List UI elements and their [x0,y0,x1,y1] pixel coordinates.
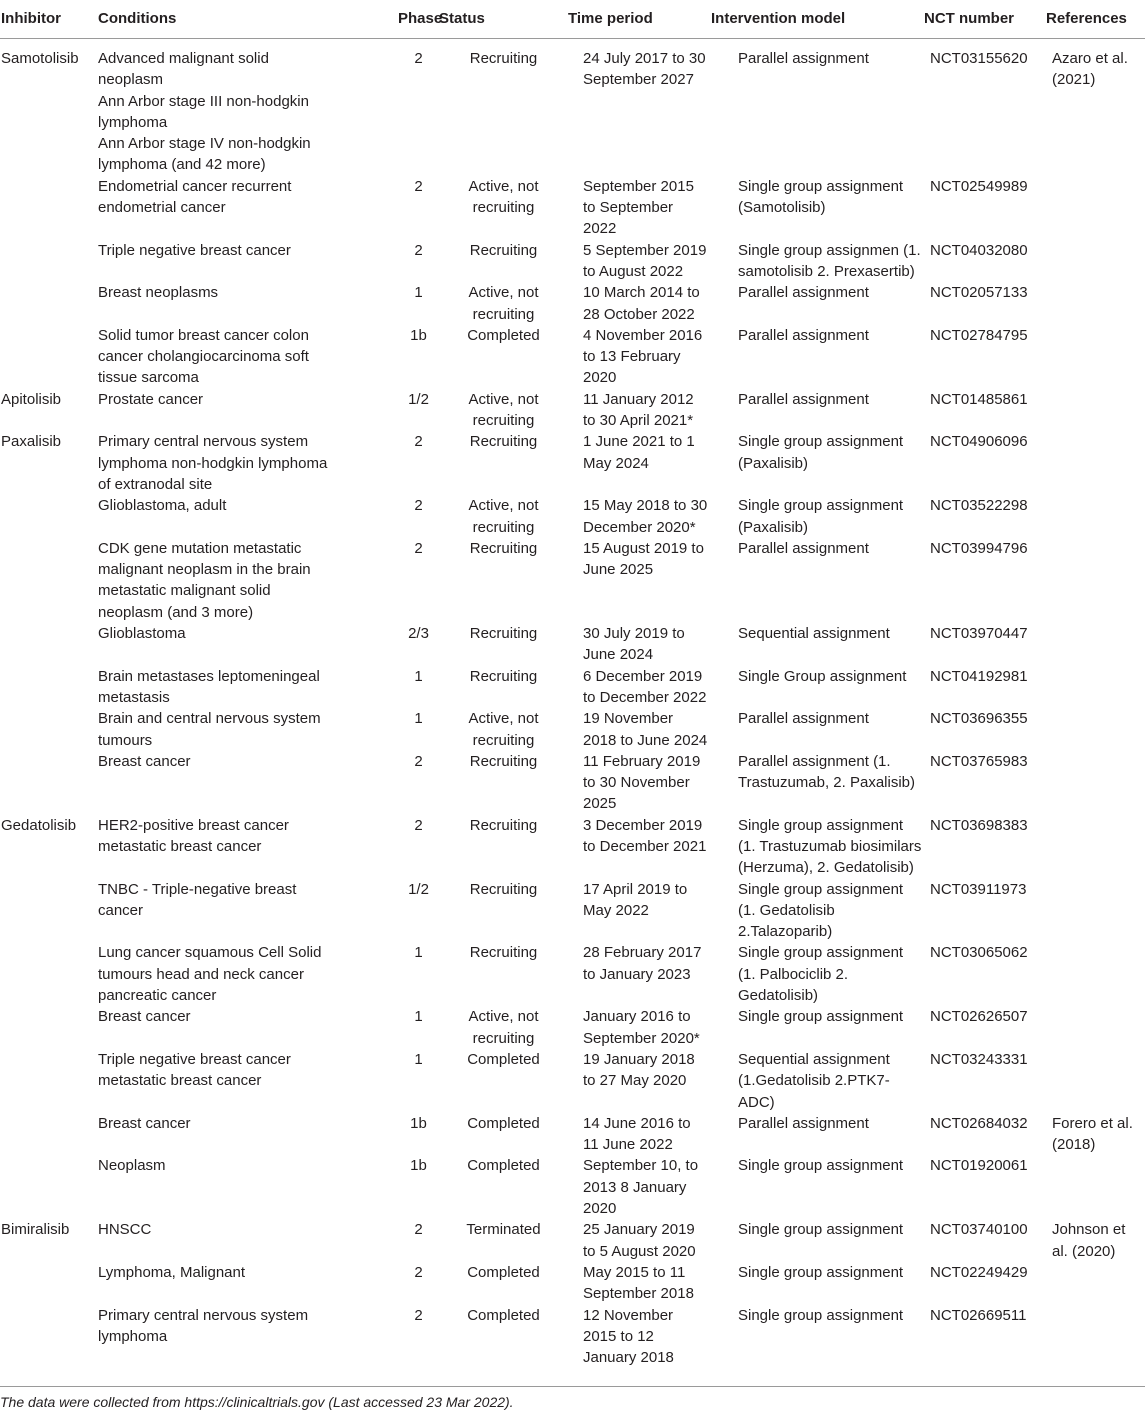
cell-inhibitor [0,623,98,666]
cell-time-period: 5 September 2019 to August 2022 [583,241,707,280]
cell-references [1046,1305,1145,1369]
cell-references [1046,431,1145,495]
cell-conditions: Breast cancer [98,1008,191,1026]
cell-inhibitor [0,538,98,623]
table-row [0,176,1145,240]
cell-inhibitor [0,1262,98,1305]
cell-phase: 2/3 [408,625,429,643]
cell-status: Active, not recruiting [468,390,539,430]
cell-nct-number: NCT04032080 [930,241,1028,259]
cell-status: Recruiting [469,241,538,259]
cell-inhibitor [0,325,98,389]
cell-phase: 1 [414,284,423,302]
cell-status: Active, not recruiting [468,497,539,536]
cell-references [1046,495,1145,538]
cell-intervention-model: Parallel assignment [738,1114,869,1132]
table-row [0,751,1145,815]
cell-intervention-model: Single group assignment [738,1008,904,1026]
table-row [0,1006,1145,1049]
header-intervention-model: Intervention model [711,0,924,39]
cell-time-period: 28 February 2017 to January 2023 [583,944,702,983]
cell-intervention-model: Single group assignmen (1. samotolisib 2. Prexasertib) [738,241,921,280]
table-row [0,39,1145,176]
cell-time-period: 11 February 2019 to 30 November 2025 [583,752,701,813]
cell-time-period: 25 January 2019 to 5 August 2020 [583,1221,696,1260]
cell-inhibitor [0,282,98,325]
cell-references [1046,389,1145,432]
cell-phase: 2 [414,241,423,259]
cell-status: Active, not recruiting [468,710,539,749]
cell-status: Completed [467,326,540,344]
cell-conditions: Lymphoma, Malignant [98,1263,246,1281]
table-body [0,39,1145,1369]
header-references: References [1046,0,1145,39]
cell-nct-number: NCT03243331 [930,1050,1028,1068]
cell-status: Completed [467,1157,540,1175]
table-row [0,389,1145,432]
cell-intervention-model: Single group assignment [738,1306,904,1324]
cell-conditions: Primary central nervous system lymphoma [98,1306,309,1345]
table-footnote: The data were collected from https://clinicaltrials.gov (Last accessed 23 Mar 2022). [0,1394,514,1410]
table-row [0,538,1145,623]
cell-inhibitor [0,751,98,815]
cell-nct-number: NCT02249429 [930,1263,1028,1281]
cell-status: Recruiting [469,944,538,962]
cell-references [1046,282,1145,325]
cell-inhibitor: Paxalisib [1,433,62,451]
header-time-period: Time period [568,0,711,39]
cell-phase: 1 [414,1050,423,1068]
cell-references [1046,240,1145,283]
cell-status: Recruiting [469,667,538,685]
table-row [0,1219,1145,1262]
header-nct-number: NCT number [924,0,1046,39]
cell-nct-number: NCT02057133 [930,284,1028,302]
cell-time-period: 6 December 2019 to December 2022 [583,667,707,706]
table-bottom-rule [0,1386,1145,1387]
cell-intervention-model: Single group assignment [738,1157,904,1175]
cell-references: Johnson et al. (2020) [1052,1221,1126,1260]
cell-references [1046,942,1145,1006]
cell-status: Active, not recruiting [468,284,539,323]
cell-conditions: Glioblastoma [98,625,186,643]
table-row [0,325,1145,389]
cell-phase: 1b [410,1114,427,1132]
cell-nct-number: NCT03994796 [930,539,1028,557]
cell-time-period: 30 July 2019 to June 2024 [583,625,685,664]
table-row [0,495,1145,538]
cell-references [1046,1049,1145,1113]
cell-status: Recruiting [469,816,538,834]
table-row [0,815,1145,879]
cell-nct-number: NCT03155620 [930,50,1028,67]
cell-phase: 2 [414,752,423,770]
cell-phase: 2 [414,177,423,195]
table-row [0,240,1145,283]
cell-intervention-model: Parallel assignment [738,284,869,302]
table-row [0,1262,1145,1305]
cell-phase: 2 [414,1263,423,1281]
cell-time-period: September 2015 to September 2022 [583,177,694,238]
cell-status: Terminated [466,1221,541,1239]
cell-intervention-model: Sequential assignment (1.Gedatolisib 2.PTK7-ADC) [738,1050,890,1111]
cell-inhibitor [0,1049,98,1113]
cell-conditions: Prostate cancer [98,390,204,408]
cell-time-period: 24 July 2017 to 30 September 2027 [583,50,706,89]
cell-intervention-model: Parallel assignment [738,710,869,728]
cell-inhibitor [0,666,98,709]
cell-inhibitor [0,1113,98,1156]
cell-phase: 1 [414,710,423,728]
cell-conditions: CDK gene mutation metastatic malignant neoplasm in the brain metastatic malignant solid neoplasm (and 3 more) [98,539,311,621]
table-row [0,666,1145,709]
cell-references: Azaro et al. (2021) [1052,50,1128,89]
cell-status: Active, not recruiting [468,177,539,217]
cell-conditions: Glioblastoma, adult [98,497,227,515]
cell-references [1046,538,1145,623]
cell-status: Recruiting [469,752,538,770]
cell-references [1046,879,1145,943]
cell-intervention-model: Single group assignment (1. Trastuzumab biosimilars (Herzuma), 2. Gedatolisib) [738,816,922,877]
cell-inhibitor [0,1006,98,1049]
cell-inhibitor: Bimiralisib [1,1221,70,1239]
cell-time-period: September 10, to 2013 8 January 2020 [583,1157,699,1218]
cell-status: Completed [467,1306,540,1324]
cell-nct-number: NCT03065062 [930,944,1028,962]
cell-inhibitor: Gedatolisib [1,816,77,834]
table-row [0,1113,1145,1156]
cell-references [1046,1155,1145,1219]
cell-conditions: Lung cancer squamous Cell Solid tumours head and neck cancer pancreatic cancer [98,944,322,1005]
header-phase: Phase [398,0,439,39]
cell-intervention-model: Single group assignment (Samotolisib) [738,177,904,217]
table-row [0,1155,1145,1219]
cell-references [1046,666,1145,709]
cell-conditions: Brain and central nervous system tumours [98,710,321,749]
cell-time-period: 10 March 2014 to 28 October 2022 [583,284,700,323]
cell-time-period: 11 January 2012 to 30 April 2021* [583,390,694,430]
cell-status: Recruiting [469,539,538,557]
cell-intervention-model: Single Group assignment [738,667,907,685]
cell-phase: 2 [414,50,423,67]
cell-time-period: 4 November 2016 to 13 February 2020 [583,326,703,387]
cell-inhibitor [0,1305,98,1369]
cell-phase: 2 [414,1221,423,1239]
cell-time-period: 15 May 2018 to 30 December 2020* [583,497,708,536]
cell-phase: 1/2 [408,880,429,898]
cell-status: Recruiting [469,50,538,67]
cell-status: Recruiting [469,880,538,898]
cell-references [1046,751,1145,815]
cell-intervention-model: Single group assignment (1. Palbociclib 2. Gedatolisib) [738,944,904,1005]
header-row [0,0,1145,39]
cell-time-period: 19 January 2018 to 27 May 2020 [583,1050,695,1090]
table-row [0,1305,1145,1369]
cell-inhibitor [0,942,98,1006]
cell-phase: 1/2 [408,390,429,408]
cell-time-period: 1 June 2021 to 1 May 2024 [583,433,695,472]
cell-intervention-model: Parallel assignment [738,390,869,408]
header-status: Status [439,0,568,39]
cell-status: Completed [467,1263,540,1281]
cell-time-period: January 2016 to September 2020* [583,1008,700,1047]
cell-inhibitor: Apitolisib [1,390,62,408]
cell-phase: 2 [414,497,423,515]
cell-conditions: Triple negative breast cancer [98,241,291,259]
cell-conditions: TNBC - Triple-negative breast cancer [98,880,297,919]
cell-conditions: Neoplasm [98,1157,166,1175]
cell-inhibitor [0,495,98,538]
cell-phase: 1 [414,1008,423,1026]
cell-nct-number: NCT02626507 [930,1008,1028,1026]
cell-status: Active, not recruiting [468,1008,539,1047]
cell-inhibitor [0,176,98,240]
cell-phase: 1 [414,944,423,962]
cell-references [1046,176,1145,240]
cell-intervention-model: Single group assignment [738,1263,904,1281]
cell-phase: 2 [414,816,423,834]
cell-references [1046,623,1145,666]
cell-conditions: Breast cancer [98,1114,191,1132]
cell-intervention-model: Single group assignment (1. Gedatolisib 2.Talazoparib) [738,880,904,941]
cell-status: Completed [467,1050,540,1068]
cell-nct-number: NCT03911973 [930,880,1027,898]
cell-references [1046,1262,1145,1305]
cell-nct-number: NCT03696355 [930,710,1028,728]
cell-nct-number: NCT03765983 [930,752,1028,770]
cell-conditions: HER2-positive breast cancer metastatic breast cancer [98,816,289,855]
cell-status: Recruiting [469,433,538,451]
cell-conditions: HNSCC [98,1221,152,1239]
header-conditions: Conditions [98,0,398,39]
cell-conditions: Primary central nervous system lymphoma non-hodgkin lymphoma of extranodal site [98,433,328,493]
cell-references: Forero et al. (2018) [1052,1114,1133,1154]
cell-conditions: Endometrial cancer recurrent endometrial cancer [98,177,292,217]
table-row [0,623,1145,666]
cell-intervention-model: Parallel assignment (1. Trastuzumab, 2. Paxalisib) [738,752,916,792]
cell-time-period: 14 June 2016 to 11 June 2022 [583,1114,691,1154]
cell-inhibitor: Samotolisib [1,50,79,67]
cell-conditions: Breast cancer [98,752,191,770]
cell-conditions: Solid tumor breast cancer colon cancer cholangiocarcinoma soft tissue sarcoma [98,326,309,387]
cell-time-period: 12 November 2015 to 12 January 2018 [583,1306,674,1367]
cell-inhibitor [0,879,98,943]
cell-conditions: Advanced malignant solid neoplasm Ann Arbor stage III non-hodgkin lymphoma Ann Arbor stage IV non-hodgkin lymphoma (and 42 more) [98,50,311,174]
cell-status: Completed [467,1114,540,1132]
cell-nct-number: NCT01485861 [930,390,1028,408]
table-row [0,942,1145,1006]
header-inhibitor: Inhibitor [0,0,98,39]
cell-intervention-model: Single group assignment [738,1221,904,1239]
cell-conditions: Breast neoplasms [98,284,219,302]
cell-intervention-model: Parallel assignment [738,50,869,67]
cell-intervention-model: Single group assignment (Paxalisib) [738,497,904,536]
cell-nct-number: NCT04906096 [930,433,1028,451]
cell-time-period: 3 December 2019 to December 2021 [583,816,707,855]
cell-intervention-model: Parallel assignment [738,539,869,557]
cell-nct-number: NCT02784795 [930,326,1028,344]
cell-time-period: 15 August 2019 to June 2025 [583,539,704,579]
cell-intervention-model: Parallel assignment [738,326,869,344]
cell-references [1046,1006,1145,1049]
cell-nct-number: NCT02549989 [930,177,1028,195]
cell-phase: 2 [414,1306,423,1324]
cell-nct-number: NCT03698383 [930,816,1028,834]
cell-references [1046,708,1145,751]
cell-conditions: Triple negative breast cancer metastatic breast cancer [98,1050,291,1090]
cell-nct-number: NCT02684032 [930,1114,1028,1132]
cell-references [1046,325,1145,389]
cell-time-period: 19 November 2018 to June 2024 [583,710,708,749]
cell-nct-number: NCT02669511 [930,1306,1027,1324]
cell-conditions: Brain metastases leptomeningeal metastasis [98,667,320,706]
table-row [0,282,1145,325]
table-row [0,1049,1145,1113]
cell-status: Recruiting [469,625,538,643]
cell-phase: 1b [410,1157,427,1175]
cell-phase: 1 [414,667,423,685]
table-row [0,708,1145,751]
cell-intervention-model: Single group assignment (Paxalisib) [738,433,904,472]
cell-nct-number: NCT03970447 [930,625,1028,643]
cell-nct-number: NCT04192981 [930,667,1028,685]
cell-time-period: 17 April 2019 to May 2022 [583,880,688,919]
table-row [0,879,1145,943]
cell-phase: 2 [414,433,423,451]
cell-inhibitor [0,1155,98,1219]
cell-references [1046,815,1145,879]
table-row [0,431,1145,495]
cell-time-period: May 2015 to 11 September 2018 [583,1263,694,1303]
cell-intervention-model: Sequential assignment [738,625,890,643]
cell-phase: 2 [414,539,423,557]
cell-inhibitor [0,708,98,751]
cell-nct-number: NCT03740100 [930,1221,1028,1239]
cell-nct-number: NCT01920061 [930,1157,1028,1175]
cell-phase: 1b [410,326,427,344]
cell-nct-number: NCT03522298 [930,497,1028,515]
cell-inhibitor [0,240,98,283]
